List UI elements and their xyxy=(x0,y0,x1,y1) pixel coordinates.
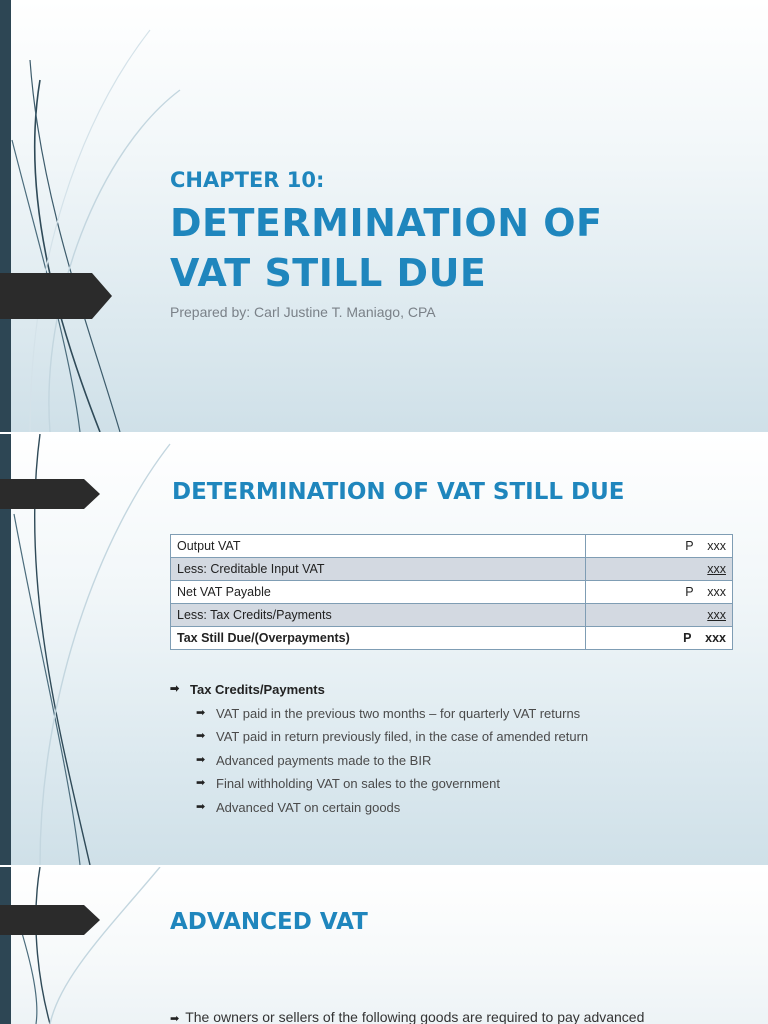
content-slide xyxy=(0,434,768,865)
title-line-2: VAT STILL DUE xyxy=(170,251,487,295)
slide-title xyxy=(170,198,603,298)
row-label: Tax Still Due/(Overpayments) xyxy=(171,627,586,650)
arrow-bullet-icon: ➡ xyxy=(170,683,180,695)
row-label: Output VAT xyxy=(171,535,586,558)
row-amount: xxx xyxy=(586,604,733,627)
arrow-bullet-icon: ➡ xyxy=(196,777,206,789)
slide-title: ADVANCED VAT xyxy=(170,909,368,935)
list-item: ➡ Final withholding VAT on sales to the government xyxy=(196,772,588,796)
table-row-total xyxy=(171,627,733,650)
arrow-bullet-icon: ➡ xyxy=(196,753,206,766)
list-item: ➡ Advanced payments made to the BIR xyxy=(196,749,588,773)
decorative-curves xyxy=(0,867,200,1024)
list-item: ➡ VAT paid in return previously filed, in the case of amended return xyxy=(196,725,588,749)
vat-table xyxy=(170,534,733,650)
tax-credits-list xyxy=(170,678,588,819)
author-subtitle: Prepared by: Carl Justine T. Maniago, CPA xyxy=(170,304,436,320)
row-label: Less: Creditable Input VAT xyxy=(171,558,586,581)
row-label: Less: Tax Credits/Payments xyxy=(171,604,586,627)
arrow-bullet-icon: ➡ xyxy=(196,730,206,742)
row-amount: P xxx xyxy=(586,627,733,650)
arrow-bullet-icon: ➡ xyxy=(196,706,206,719)
table-row xyxy=(171,558,733,581)
body-text: ➡ The owners or sellers of the following goods are required to pay advanced xyxy=(170,1009,645,1024)
title-line-1: DETERMINATION OF xyxy=(170,201,603,245)
arrow-tag xyxy=(0,897,112,943)
list-heading: ➡ Tax Credits/Payments xyxy=(170,678,588,702)
row-amount: xxx xyxy=(586,558,733,581)
table-row xyxy=(171,581,733,604)
row-amount: P xxx xyxy=(586,535,733,558)
table-row xyxy=(171,535,733,558)
row-label: Net VAT Payable xyxy=(171,581,586,604)
row-amount: P xxx xyxy=(586,581,733,604)
content-slide xyxy=(0,867,768,1024)
arrow-bullet-icon: ➡ xyxy=(196,800,206,813)
table-row xyxy=(171,604,733,627)
list-item: ➡ VAT paid in the previous two months – for quarterly VAT returns xyxy=(196,702,588,726)
arrow-bullet-icon: ➡ xyxy=(170,1013,180,1024)
list-item: ➡ Advanced VAT on certain goods xyxy=(196,796,588,820)
chapter-label: CHAPTER 10: xyxy=(170,168,325,192)
arrow-tag xyxy=(0,273,112,319)
slide-title: DETERMINATION OF VAT STILL DUE xyxy=(172,479,625,505)
title-slide xyxy=(0,0,768,432)
arrow-tag xyxy=(0,471,112,517)
